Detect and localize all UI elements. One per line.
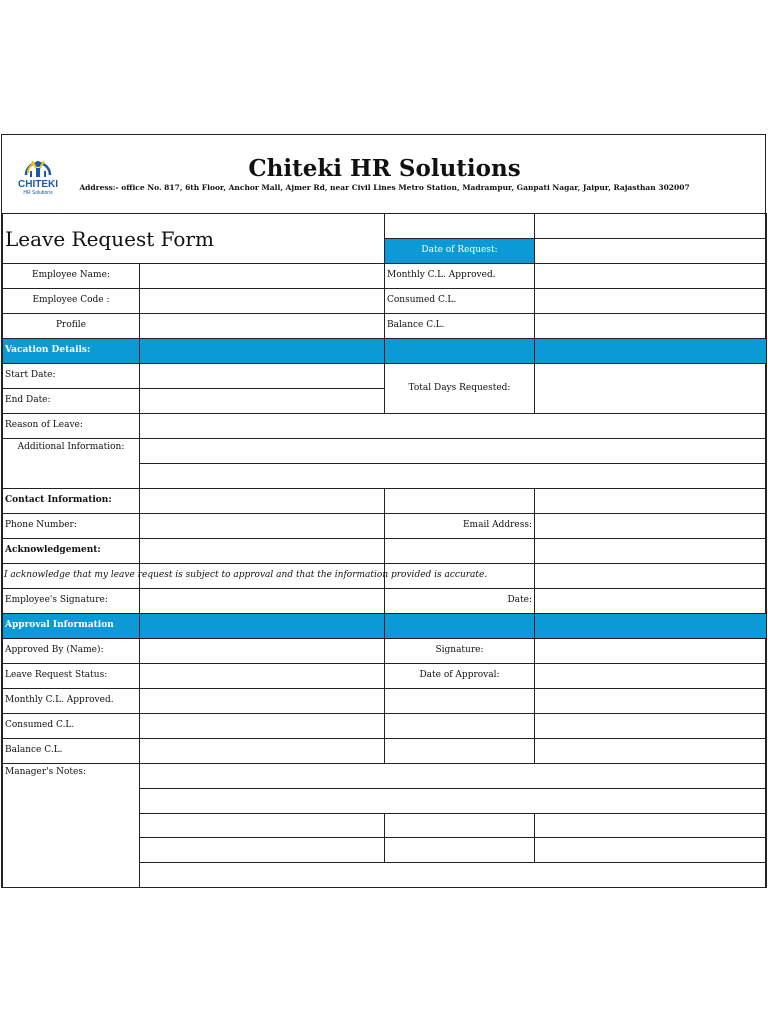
balance-cl-input[interactable]	[534, 313, 767, 339]
employee-code-label: Employee Code :	[2, 288, 140, 314]
monthly-cl-label: Monthly C.L. Approved.	[384, 263, 535, 289]
vacation-header-fill	[534, 338, 767, 364]
date-of-approval-label: Date of Approval:	[384, 663, 535, 689]
vacation-header-fill	[139, 338, 385, 364]
email-address-input[interactable]	[534, 513, 767, 539]
email-address-label: Email Address:	[384, 513, 535, 539]
managers-notes-label: Manager's Notes:	[2, 763, 140, 888]
date-of-approval-input[interactable]	[534, 663, 767, 689]
employee-name-input[interactable]	[139, 263, 385, 289]
managers-notes-input-3b[interactable]	[384, 813, 535, 838]
date-label: Date:	[384, 588, 535, 614]
managers-notes-input-4b[interactable]	[384, 837, 535, 863]
date-of-request-label: Date of Request:	[384, 238, 535, 264]
blank-cell[interactable]	[139, 488, 385, 514]
additional-info-input-1[interactable]	[139, 438, 767, 464]
additional-info-label: Additional Information:	[2, 438, 140, 489]
phone-number-input[interactable]	[139, 513, 385, 539]
employee-name-label: Employee Name:	[2, 263, 140, 289]
total-days-label: Total Days Requested:	[384, 363, 535, 414]
approval-header-fill	[384, 613, 535, 639]
managers-notes-input-3c[interactable]	[534, 813, 767, 838]
approval-monthly-cl-label: Monthly C.L. Approved.	[2, 688, 140, 714]
signature-label: Signature:	[384, 638, 535, 664]
signature-input[interactable]	[534, 638, 767, 664]
total-days-input[interactable]	[534, 363, 767, 414]
ack-row-cell	[534, 563, 767, 589]
blank-cell[interactable]	[534, 738, 767, 764]
consumed-cl-label: Consumed C.L.	[384, 288, 535, 314]
contact-info-header: Contact Information:	[2, 488, 140, 514]
approval-monthly-cl-input[interactable]	[139, 688, 385, 714]
blank-cell[interactable]	[139, 538, 385, 564]
blank-cell[interactable]	[534, 688, 767, 714]
svg-text:HR Solutions: HR Solutions	[23, 190, 53, 196]
date-of-request-input[interactable]	[534, 238, 767, 264]
employee-signature-label: Employee's Signature:	[2, 588, 140, 614]
balance-cl-label: Balance C.L.	[384, 313, 535, 339]
leave-request-sheet	[1, 134, 766, 888]
blank-cell[interactable]	[534, 213, 767, 239]
managers-notes-input-2[interactable]	[139, 788, 767, 814]
leave-status-label: Leave Request Status:	[2, 663, 140, 689]
approval-header-fill	[139, 613, 385, 639]
acknowledgement-text: I acknowledge that my leave request is subject to approval and that the information provided is accurate.	[4, 570, 488, 581]
profile-label: Profile	[2, 313, 140, 339]
approval-balance-cl-label: Balance C.L.	[2, 738, 140, 764]
vacation-header-fill	[384, 338, 535, 364]
reason-of-leave-input[interactable]	[139, 413, 767, 439]
end-date-label: End Date:	[2, 388, 140, 414]
managers-notes-input-1[interactable]	[139, 763, 767, 789]
employee-signature-input[interactable]	[139, 588, 385, 614]
leave-status-input[interactable]	[139, 663, 385, 689]
company-logo	[12, 149, 64, 197]
approved-by-label: Approved By (Name):	[2, 638, 140, 664]
employee-code-input[interactable]	[139, 288, 385, 314]
blank-cell[interactable]	[384, 688, 535, 714]
blank-cell[interactable]	[534, 488, 767, 514]
blank-cell[interactable]	[384, 738, 535, 764]
additional-info-input-2[interactable]	[139, 463, 767, 489]
profile-input[interactable]	[139, 313, 385, 339]
svg-text:CHITEKI: CHITEKI	[18, 179, 58, 190]
blank-cell[interactable]	[384, 713, 535, 739]
blank-cell[interactable]	[384, 538, 535, 564]
blank-cell[interactable]	[534, 713, 767, 739]
managers-notes-input-3a[interactable]	[139, 813, 385, 838]
approval-consumed-cl-input[interactable]	[139, 713, 385, 739]
date-input[interactable]	[534, 588, 767, 614]
form-title: Leave Request Form	[2, 213, 385, 264]
approval-info-header: Approval Information	[2, 613, 140, 639]
acknowledgement-header: Acknowledgement:	[2, 538, 140, 564]
vacation-details-header: Vacation Details:	[2, 338, 140, 364]
managers-notes-input-4c[interactable]	[534, 837, 767, 863]
blank-cell[interactable]	[384, 213, 535, 239]
logo-icon	[12, 149, 64, 197]
start-date-label: Start Date:	[2, 363, 140, 389]
approval-balance-cl-input[interactable]	[139, 738, 385, 764]
consumed-cl-input[interactable]	[534, 288, 767, 314]
end-date-input[interactable]	[139, 388, 385, 414]
approval-consumed-cl-label: Consumed C.L.	[2, 713, 140, 739]
company-address: Address:- office No. 817, 6th Floor, Anchor Mall, Ajmer Rd, near Civil Lines Metro Station, Madrampur, Ganpati Nagar, Jaipur, Rajasthan 302007	[79, 183, 690, 192]
start-date-input[interactable]	[139, 363, 385, 389]
phone-number-label: Phone Number:	[2, 513, 140, 539]
managers-notes-input-4a[interactable]	[139, 837, 385, 863]
approved-by-input[interactable]	[139, 638, 385, 664]
company-name: Chiteki HR Solutions	[248, 155, 521, 182]
blank-cell[interactable]	[384, 488, 535, 514]
blank-cell[interactable]	[534, 538, 767, 564]
monthly-cl-input[interactable]	[534, 263, 767, 289]
managers-notes-input-5[interactable]	[139, 862, 767, 888]
reason-of-leave-label: Reason of Leave:	[2, 413, 140, 439]
approval-header-fill	[534, 613, 767, 639]
